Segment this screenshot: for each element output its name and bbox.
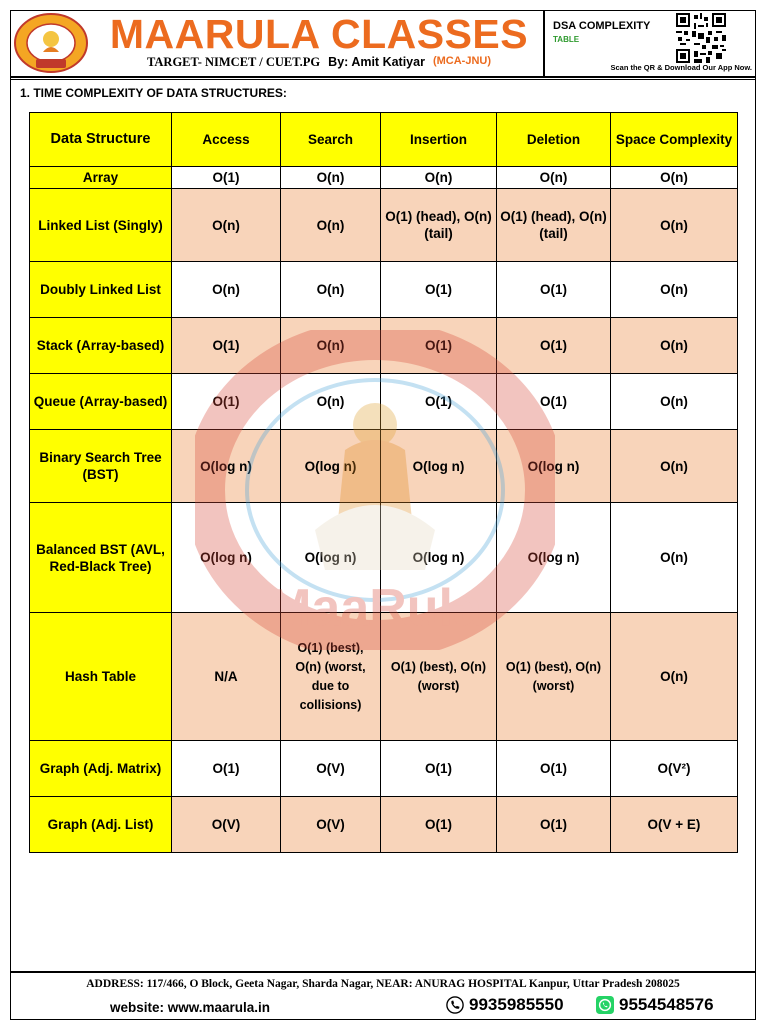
search-cell: O(V) xyxy=(281,797,381,853)
row-label: Queue (Array-based) xyxy=(30,374,172,430)
deletion-cell: O(1) xyxy=(497,262,611,318)
deletion-cell: O(log n) xyxy=(497,503,611,613)
row-label: Graph (Adj. Matrix) xyxy=(30,741,172,797)
table-row xyxy=(30,189,738,262)
space-cell: O(n) xyxy=(611,167,738,189)
deletion-cell: O(1) xyxy=(497,374,611,430)
column-header: Deletion xyxy=(497,113,611,167)
brand-title: MAARULA CLASSES xyxy=(109,11,529,57)
header-rule xyxy=(10,76,756,78)
deletion-cell: O(log n) xyxy=(497,430,611,503)
table-row xyxy=(30,262,738,318)
table-row xyxy=(30,167,738,189)
phone-icon xyxy=(446,996,464,1014)
access-cell: O(log n) xyxy=(172,430,281,503)
header-rule-2 xyxy=(10,79,756,80)
column-header: Access xyxy=(172,113,281,167)
row-label: Array xyxy=(30,167,172,189)
qr-code-icon[interactable] xyxy=(676,13,726,63)
table-row xyxy=(30,503,738,613)
space-cell: O(n) xyxy=(611,189,738,262)
insertion-cell: O(log n) xyxy=(381,503,497,613)
column-header: Space Complexity xyxy=(611,113,738,167)
search-cell: O(n) xyxy=(281,189,381,262)
access-cell: O(1) xyxy=(172,318,281,374)
search-cell: O(log n) xyxy=(281,430,381,503)
qr-caption: Scan the QR & Download Our App Now. xyxy=(610,63,752,72)
phone-call-number: 9935985550 xyxy=(469,995,564,1014)
brand-subtitle xyxy=(100,55,538,70)
table-row xyxy=(30,374,738,430)
insertion-cell: O(1) xyxy=(381,374,497,430)
insertion-cell: O(1) xyxy=(381,797,497,853)
watermark-text: MaaRula xyxy=(268,579,482,637)
row-label: Linked List (Singly) xyxy=(30,189,172,262)
author: By: Amit Katiyar xyxy=(328,55,425,69)
deletion-cell: O(1) (head), O(n) (tail) xyxy=(497,189,611,262)
access-cell: N/A xyxy=(172,613,281,741)
website-link[interactable]: website: www.maarula.in xyxy=(110,1000,271,1015)
footer-rule xyxy=(10,971,756,973)
insertion-cell: O(1) xyxy=(381,741,497,797)
doc-subtitle: TABLE xyxy=(553,35,580,44)
header-divider xyxy=(543,10,545,76)
space-cell: O(n) xyxy=(611,374,738,430)
access-cell: O(n) xyxy=(172,189,281,262)
space-cell: O(n) xyxy=(611,613,738,741)
search-cell: O(1) (best), O(n) (worst, due to collisions) xyxy=(281,613,381,741)
whatsapp-icon xyxy=(596,996,614,1014)
search-cell: O(log n) xyxy=(281,503,381,613)
row-label: Hash Table xyxy=(30,613,172,741)
space-cell: O(n) xyxy=(611,318,738,374)
column-header: Insertion xyxy=(381,113,497,167)
column-header: Data Structure xyxy=(30,113,172,167)
search-cell: O(n) xyxy=(281,262,381,318)
row-label: Doubly Linked List xyxy=(30,262,172,318)
space-cell: O(V²) xyxy=(611,741,738,797)
insertion-cell: O(n) xyxy=(381,167,497,189)
space-cell: O(V + E) xyxy=(611,797,738,853)
search-cell: O(n) xyxy=(281,374,381,430)
table-row xyxy=(30,430,738,503)
phone-whatsapp-number: 9554548576 xyxy=(619,995,714,1014)
search-cell: O(n) xyxy=(281,318,381,374)
table-row xyxy=(30,318,738,374)
logo-icon xyxy=(12,12,90,74)
author-note: (MCA-JNU) xyxy=(432,55,492,67)
row-label: Balanced BST (AVL, Red-Black Tree) xyxy=(30,503,172,613)
table-header-row xyxy=(30,113,738,167)
access-cell: O(1) xyxy=(172,374,281,430)
search-cell: O(V) xyxy=(281,741,381,797)
space-cell: O(n) xyxy=(611,503,738,613)
space-cell: O(n) xyxy=(611,430,738,503)
row-label: Stack (Array-based) xyxy=(30,318,172,374)
access-cell: O(1) xyxy=(172,741,281,797)
insertion-cell: O(1) (best), O(n) (worst) xyxy=(381,613,497,741)
target-exams: TARGET- NIMCET / CUET.PG xyxy=(146,55,321,69)
column-header: Search xyxy=(281,113,381,167)
section-title: 1. TIME COMPLEXITY OF DATA STRUCTURES: xyxy=(20,86,287,100)
access-cell: O(1) xyxy=(172,167,281,189)
doc-title: DSA COMPLEXITY xyxy=(553,20,651,32)
search-cell: O(n) xyxy=(281,167,381,189)
access-cell: O(n) xyxy=(172,262,281,318)
row-label: Binary Search Tree (BST) xyxy=(30,430,172,503)
phone-whatsapp[interactable] xyxy=(596,995,714,1015)
complexity-table xyxy=(29,112,738,853)
insertion-cell: O(1) (head), O(n) (tail) xyxy=(381,189,497,262)
table-row xyxy=(30,741,738,797)
deletion-cell: O(n) xyxy=(497,167,611,189)
deletion-cell: O(1) xyxy=(497,318,611,374)
deletion-cell: O(1) (best), O(n) (worst) xyxy=(497,613,611,741)
space-cell: O(n) xyxy=(611,262,738,318)
deletion-cell: O(1) xyxy=(497,797,611,853)
table-row xyxy=(30,613,738,741)
insertion-cell: O(log n) xyxy=(381,430,497,503)
phone-call[interactable] xyxy=(446,995,564,1015)
insertion-cell: O(1) xyxy=(381,262,497,318)
table-row xyxy=(30,797,738,853)
insertion-cell: O(1) xyxy=(381,318,497,374)
row-label: Graph (Adj. List) xyxy=(30,797,172,853)
access-cell: O(log n) xyxy=(172,503,281,613)
address: ADDRESS: 117/466, O Block, Geeta Nagar, Sharda Nagar, NEAR: ANURAG HOSPITAL Kanpur, Uttar Pradesh 208025 xyxy=(86,978,680,990)
deletion-cell: O(1) xyxy=(497,741,611,797)
access-cell: O(V) xyxy=(172,797,281,853)
